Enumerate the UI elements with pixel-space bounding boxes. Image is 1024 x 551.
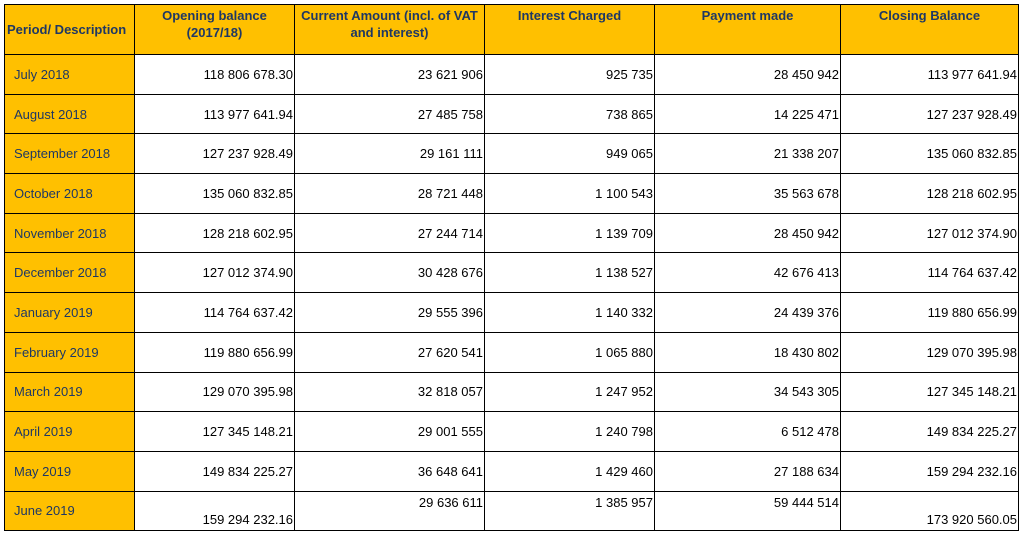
current-amount-cell: 29 555 396	[295, 293, 485, 333]
interest-charged-cell: 1 139 709	[485, 213, 655, 253]
opening-balance-cell: 127 345 148.21	[135, 412, 295, 452]
current-amount-cell: 23 621 906	[295, 55, 485, 95]
closing-balance-cell: 173 920 560.05	[841, 491, 1019, 531]
table-row	[5, 55, 1019, 95]
current-amount-cell: 29 636 611	[295, 491, 485, 531]
table-row	[5, 332, 1019, 372]
current-amount-cell: 28 721 448	[295, 174, 485, 214]
interest-charged-cell: 1 100 543	[485, 174, 655, 214]
period-cell: September 2018	[5, 134, 135, 174]
header-closing-balance: Closing Balance	[841, 5, 1019, 55]
opening-balance-cell: 113 977 641.94	[135, 94, 295, 134]
current-amount-cell: 29 161 111	[295, 134, 485, 174]
payment-made-cell: 6 512 478	[655, 412, 841, 452]
period-cell: April 2019	[5, 412, 135, 452]
closing-balance-cell: 135 060 832.85	[841, 134, 1019, 174]
current-amount-cell: 27 244 714	[295, 213, 485, 253]
opening-balance-cell: 127 237 928.49	[135, 134, 295, 174]
current-amount-cell: 30 428 676	[295, 253, 485, 293]
interest-charged-cell: 1 138 527	[485, 253, 655, 293]
opening-balance-cell: 118 806 678.30	[135, 55, 295, 95]
period-cell: August 2018	[5, 94, 135, 134]
payment-made-cell: 18 430 802	[655, 332, 841, 372]
period-cell: June 2019	[5, 491, 135, 531]
closing-balance-cell: 114 764 637.42	[841, 253, 1019, 293]
payment-made-cell: 42 676 413	[655, 253, 841, 293]
payment-made-cell: 35 563 678	[655, 174, 841, 214]
table-row	[5, 174, 1019, 214]
table-row	[5, 293, 1019, 333]
current-amount-cell: 27 620 541	[295, 332, 485, 372]
interest-charged-cell: 1 429 460	[485, 451, 655, 491]
closing-balance-cell: 128 218 602.95	[841, 174, 1019, 214]
interest-charged-cell: 925 735	[485, 55, 655, 95]
opening-balance-cell: 114 764 637.42	[135, 293, 295, 333]
closing-balance-cell: 149 834 225.27	[841, 412, 1019, 452]
current-amount-cell: 29 001 555	[295, 412, 485, 452]
table-row	[5, 491, 1019, 531]
interest-charged-cell: 949 065	[485, 134, 655, 174]
opening-balance-cell: 135 060 832.85	[135, 174, 295, 214]
header-payment-made: Payment made	[655, 5, 841, 55]
closing-balance-cell: 159 294 232.16	[841, 451, 1019, 491]
period-cell: January 2019	[5, 293, 135, 333]
opening-balance-cell: 119 880 656.99	[135, 332, 295, 372]
closing-balance-cell: 127 345 148.21	[841, 372, 1019, 412]
table-row	[5, 412, 1019, 452]
period-cell: March 2019	[5, 372, 135, 412]
interest-charged-cell: 1 140 332	[485, 293, 655, 333]
table-row	[5, 451, 1019, 491]
header-opening-balance: Opening balance (2017/18)	[135, 5, 295, 55]
period-cell: November 2018	[5, 213, 135, 253]
payment-made-cell: 34 543 305	[655, 372, 841, 412]
opening-balance-cell: 128 218 602.95	[135, 213, 295, 253]
payment-made-cell: 27 188 634	[655, 451, 841, 491]
interest-charged-cell: 1 240 798	[485, 412, 655, 452]
table-row	[5, 213, 1019, 253]
interest-charged-cell: 1 247 952	[485, 372, 655, 412]
closing-balance-cell: 113 977 641.94	[841, 55, 1019, 95]
payment-made-cell: 24 439 376	[655, 293, 841, 333]
closing-balance-cell: 127 012 374.90	[841, 213, 1019, 253]
table-row	[5, 253, 1019, 293]
interest-charged-cell: 1 385 957	[485, 491, 655, 531]
current-amount-cell: 36 648 641	[295, 451, 485, 491]
interest-charged-cell: 738 865	[485, 94, 655, 134]
closing-balance-cell: 119 880 656.99	[841, 293, 1019, 333]
table-row	[5, 134, 1019, 174]
period-cell: July 2018	[5, 55, 135, 95]
payment-made-cell: 21 338 207	[655, 134, 841, 174]
period-cell: February 2019	[5, 332, 135, 372]
opening-balance-cell: 129 070 395.98	[135, 372, 295, 412]
payment-made-cell: 14 225 471	[655, 94, 841, 134]
interest-charged-cell: 1 065 880	[485, 332, 655, 372]
current-amount-cell: 32 818 057	[295, 372, 485, 412]
period-cell: October 2018	[5, 174, 135, 214]
table-row	[5, 94, 1019, 134]
header-row	[5, 5, 1019, 55]
opening-balance-cell: 127 012 374.90	[135, 253, 295, 293]
balance-table	[4, 4, 1019, 531]
current-amount-cell: 27 485 758	[295, 94, 485, 134]
period-cell: December 2018	[5, 253, 135, 293]
opening-balance-cell: 159 294 232.16	[135, 491, 295, 531]
payment-made-cell: 59 444 514	[655, 491, 841, 531]
closing-balance-cell: 127 237 928.49	[841, 94, 1019, 134]
period-cell: May 2019	[5, 451, 135, 491]
closing-balance-cell: 129 070 395.98	[841, 332, 1019, 372]
table-row	[5, 372, 1019, 412]
opening-balance-cell: 149 834 225.27	[135, 451, 295, 491]
header-period: Period/ Description	[5, 5, 135, 55]
header-current-amount: Current Amount (incl. of VAT and interest)	[295, 5, 485, 55]
header-interest-charged: Interest Charged	[485, 5, 655, 55]
payment-made-cell: 28 450 942	[655, 213, 841, 253]
payment-made-cell: 28 450 942	[655, 55, 841, 95]
